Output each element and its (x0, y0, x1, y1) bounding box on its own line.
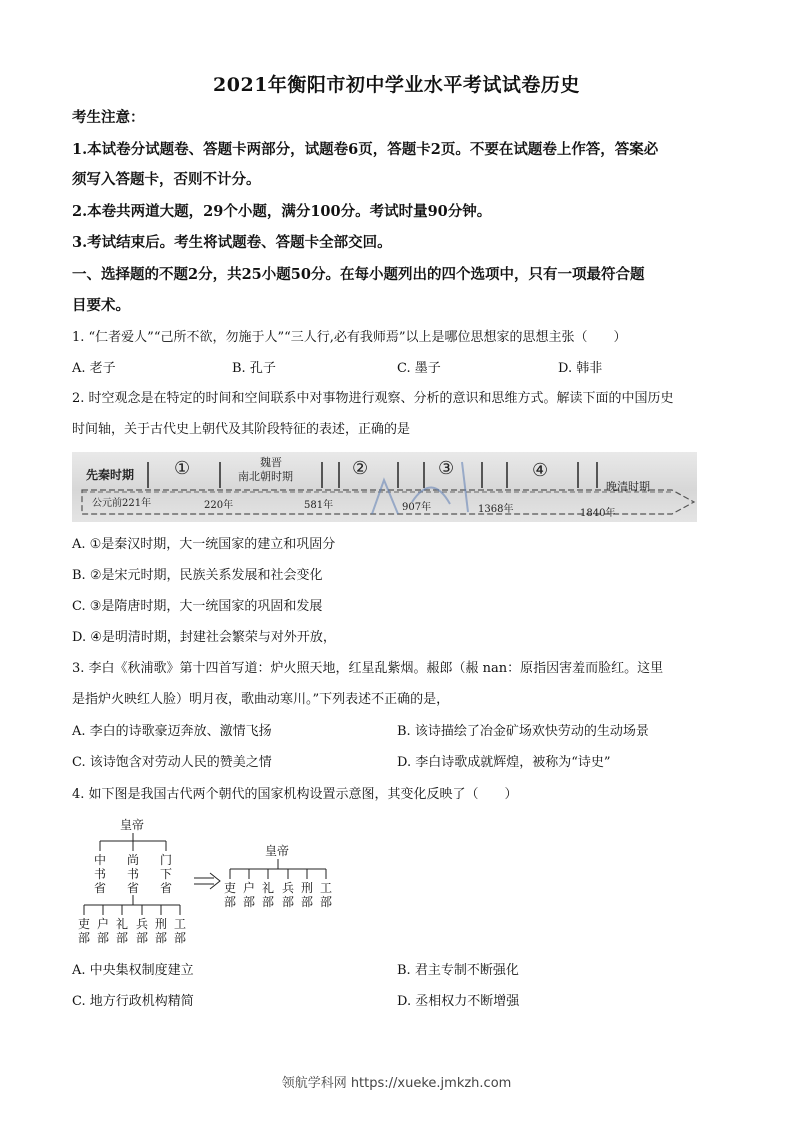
q3-stem-line1: 3. 李白《秋浦歌》第十四首写道：炉火照天地，红星乱紫烟。赧郎（赧 nan：原指因害羞而脸红。这里 (72, 661, 664, 676)
right-ministry-hu: 户部 (243, 881, 256, 909)
notice-item-2: 2.本卷共两道大题，29个小题，满分100分。考试时量90分钟。 (72, 203, 492, 220)
q1-option-c: C. 墨子 (397, 361, 441, 376)
timeline-date-3: 581年 (304, 500, 334, 511)
timeline-middle-top: 魏晋 (260, 456, 282, 469)
left-ministry-xing: 刑部 (155, 917, 168, 945)
left-ministry-gong: 工部 (174, 917, 187, 945)
notice-item-3: 3.考试结束后。考生将试题卷、答题卡全部交回。 (72, 234, 392, 251)
section-heading-cont: 目要术。 (72, 297, 130, 314)
left-ministry-rites: 礼部 (116, 917, 129, 945)
province-menxia: 门下省 (160, 853, 173, 895)
right-ministry-xing: 刑部 (301, 881, 314, 909)
q1-stem: 1. “仁者爱人”“己所不欲，勿施于人”“三人行,必有我师焉”以上是哪位思想家的思想主张（ ） (72, 330, 627, 345)
timeline-date-4: 907年 (402, 502, 432, 513)
q2-stem-line2: 时间轴，关于古代史上朝代及其阶段特征的表述，正确的是 (72, 422, 411, 437)
left-ministry-bing: 兵部 (136, 917, 149, 945)
q3-stem-line2: 是指炉火映红人脸）明月夜，歌曲动寒川。”下列表述不正确的是， (72, 692, 450, 707)
left-emperor-label: 皇帝 (120, 818, 145, 832)
q3-option-b: B. 该诗描绘了冶金矿场欢快劳动的生动场景 (397, 724, 649, 739)
history-timeline (72, 452, 697, 522)
q3-option-a: A. 李白的诗歌豪迈奔放、激情飞扬 (72, 724, 272, 739)
timeline-circle-3: ③ (438, 458, 455, 479)
q2-option-c: C. ③是隋唐时期，大一统国家的巩固和发展 (72, 599, 323, 614)
section-heading: 一、选择题的不题2分，共25小题50分。在每小题列出的四个选项中，只有一项最符合题 (72, 266, 645, 283)
footer-link[interactable]: 领航学科网 https://xueke.jmkzh.com (281, 1076, 512, 1091)
page-title: 2021年衡阳市初中学业水平考试试卷历史 (213, 74, 580, 96)
q4-stem: 4. 如下图是我国古代两个朝代的国家机构设置示意图，其变化反映了（ ） (72, 787, 518, 802)
q4-option-a: A. 中央集权制度建立 (72, 963, 194, 978)
timeline-circle-1: ① (174, 458, 191, 479)
q1-option-a: A. 老子 (72, 361, 116, 376)
right-ministry-gong: 工部 (320, 881, 333, 909)
timeline-circle-4: ④ (532, 460, 549, 481)
notice-item-1-cont: 须写入答题卡，否则不计分。 (72, 171, 261, 188)
timeline-date-1: 公元前221年 (92, 498, 152, 509)
right-ministry-bing: 兵部 (282, 881, 295, 909)
right-ministry-rites: 礼部 (262, 881, 275, 909)
q3-option-d: D. 李白诗歌成就辉煌，被称为“诗史” (397, 755, 611, 770)
q1-option-d: D. 韩非 (558, 361, 603, 376)
q4-option-b: B. 君主专制不断强化 (397, 963, 519, 978)
timeline-date-5: 1368年 (478, 504, 514, 515)
q1-option-b: B. 孔子 (232, 361, 276, 376)
q2-option-a: A. ①是秦汉时期，大一统国家的建立和巩固分 (72, 537, 336, 552)
timeline-date-6: 1840年 (580, 508, 616, 519)
notice-item-1: 1.本试卷分试题卷、答题卡两部分，试题卷6页，答题卡2页。不要在试题卷上作答，答案必 (72, 141, 659, 158)
right-ministry-li: 吏部 (224, 881, 237, 909)
timeline-date-2: 220年 (204, 500, 234, 511)
province-shangshu: 尚书省 (127, 853, 140, 895)
q3-option-c: C. 该诗饱含对劳动人民的赞美之情 (72, 755, 272, 770)
left-ministry-li: 吏部 (78, 917, 91, 945)
left-ministry-hu: 户部 (97, 917, 110, 945)
q4-option-c: C. 地方行政机构精简 (72, 994, 194, 1009)
timeline-middle-bottom: 南北朝时期 (238, 470, 293, 483)
timeline-circle-2: ② (352, 458, 369, 479)
province-zhongshu: 中书省 (94, 853, 107, 895)
right-emperor-label: 皇帝 (265, 844, 290, 858)
notice-heading: 考生注意： (72, 109, 145, 126)
q2-stem-line1: 2. 时空观念是在特定的时间和空间联系中对事物进行观察、分析的意识和思维方式。解读下面的中国历史 (72, 391, 674, 406)
q4-option-d: D. 丞相权力不断增强 (397, 994, 520, 1009)
government-structure-diagram (72, 815, 352, 950)
timeline-start-period: 先秦时期 (86, 468, 135, 482)
q2-option-d: D. ④是明清时期，封建社会繁荣与对外开放， (72, 630, 336, 645)
timeline-end-period: 晚清时期 (606, 480, 650, 493)
q2-option-b: B. ②是宋元时期，民族关系发展和社会变化 (72, 568, 323, 583)
